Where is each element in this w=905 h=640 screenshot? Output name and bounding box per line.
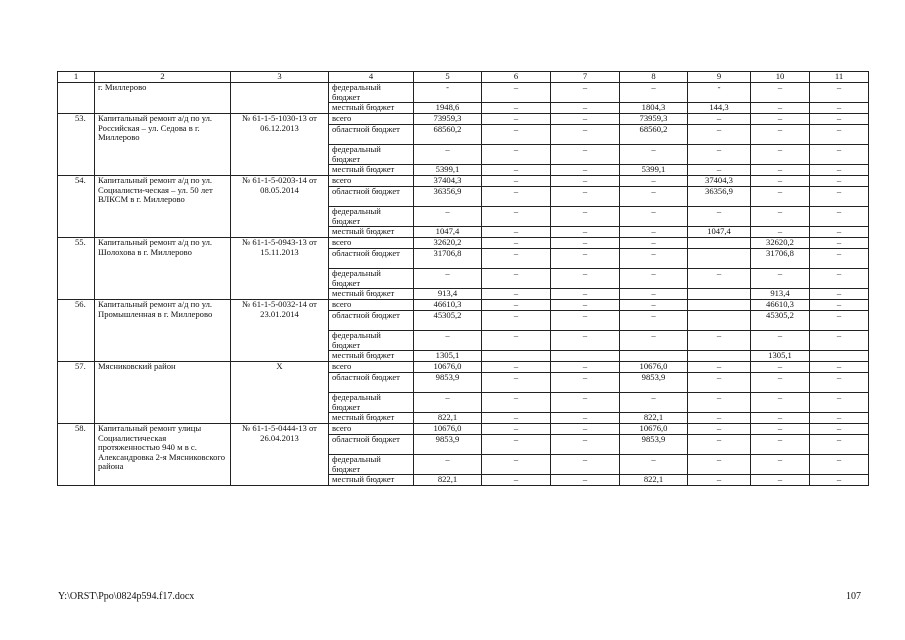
amount-cell: – bbox=[810, 331, 869, 351]
item-number: 56. bbox=[58, 300, 95, 362]
funding-source: федеральный бюджет bbox=[329, 455, 414, 475]
amount-cell: – bbox=[482, 145, 551, 165]
amount-cell: 68560,2 bbox=[414, 125, 482, 145]
amount-cell: – bbox=[551, 455, 620, 475]
amount-cell: – bbox=[482, 103, 551, 114]
amount-cell: – bbox=[810, 475, 869, 486]
amount-cell: – bbox=[810, 125, 869, 145]
amount-cell: – bbox=[688, 475, 751, 486]
funding-source: областной бюджет bbox=[329, 125, 414, 145]
amount-cell: – bbox=[751, 165, 810, 176]
amount-cell: – bbox=[482, 435, 551, 455]
amount-cell: 5399,1 bbox=[414, 165, 482, 176]
amount-cell: – bbox=[751, 176, 810, 187]
amount-cell: – bbox=[551, 311, 620, 331]
amount-cell: – bbox=[620, 227, 688, 238]
amount-cell: 10676,0 bbox=[620, 424, 688, 435]
amount-cell: – bbox=[810, 238, 869, 249]
funding-source: федеральный бюджет bbox=[329, 331, 414, 351]
amount-cell: – bbox=[482, 331, 551, 351]
funding-source: местный бюджет bbox=[329, 351, 414, 362]
amount-cell: – bbox=[414, 455, 482, 475]
amount-cell: – bbox=[482, 187, 551, 207]
amount-cell: 46610,3 bbox=[751, 300, 810, 311]
amount-cell: – bbox=[751, 362, 810, 373]
amount-cell: 45305,2 bbox=[414, 311, 482, 331]
amount-cell bbox=[688, 311, 751, 331]
amount-cell: – bbox=[688, 207, 751, 227]
funding-source: всего bbox=[329, 238, 414, 249]
funding-source: федеральный бюджет bbox=[329, 207, 414, 227]
amount-cell bbox=[810, 351, 869, 362]
funding-source: местный бюджет bbox=[329, 103, 414, 114]
amount-cell: 913,4 bbox=[414, 289, 482, 300]
amount-cell: 1948,6 bbox=[414, 103, 482, 114]
amount-cell: – bbox=[551, 289, 620, 300]
amount-cell: – bbox=[810, 114, 869, 125]
column-number-cell: 4 bbox=[329, 72, 414, 83]
item-number: 58. bbox=[58, 424, 95, 486]
amount-cell: – bbox=[620, 207, 688, 227]
column-number-row bbox=[58, 72, 869, 83]
amount-cell: – bbox=[688, 455, 751, 475]
amount-cell bbox=[688, 300, 751, 311]
amount-cell: 9853,9 bbox=[414, 435, 482, 455]
amount-cell: 10676,0 bbox=[414, 424, 482, 435]
amount-cell: – bbox=[620, 187, 688, 207]
amount-cell: – bbox=[751, 103, 810, 114]
amount-cell: – bbox=[482, 227, 551, 238]
table-body bbox=[58, 72, 869, 486]
amount-cell: – bbox=[751, 125, 810, 145]
table-row bbox=[58, 300, 869, 311]
amount-cell: 10676,0 bbox=[414, 362, 482, 373]
amount-cell: 144,3 bbox=[688, 103, 751, 114]
amount-cell bbox=[620, 351, 688, 362]
amount-cell bbox=[688, 249, 751, 269]
amount-cell: – bbox=[551, 269, 620, 289]
amount-cell: – bbox=[482, 455, 551, 475]
amount-cell: – bbox=[482, 373, 551, 393]
item-number: 55. bbox=[58, 238, 95, 300]
amount-cell: – bbox=[482, 393, 551, 413]
amount-cell: – bbox=[551, 373, 620, 393]
column-number-cell: 10 bbox=[751, 72, 810, 83]
amount-cell: – bbox=[751, 424, 810, 435]
amount-cell: – bbox=[810, 187, 869, 207]
amount-cell: – bbox=[482, 475, 551, 486]
amount-cell: – bbox=[688, 165, 751, 176]
column-number-cell: 1 bbox=[58, 72, 95, 83]
amount-cell: – bbox=[620, 300, 688, 311]
amount-cell: – bbox=[810, 455, 869, 475]
amount-cell: – bbox=[551, 125, 620, 145]
amount-cell: – bbox=[551, 165, 620, 176]
amount-cell: – bbox=[482, 289, 551, 300]
amount-cell: – bbox=[810, 424, 869, 435]
amount-cell: – bbox=[620, 269, 688, 289]
amount-cell: 32620,2 bbox=[414, 238, 482, 249]
amount-cell: – bbox=[482, 311, 551, 331]
amount-cell: – bbox=[551, 187, 620, 207]
amount-cell: 5399,1 bbox=[620, 165, 688, 176]
amount-cell: – bbox=[810, 176, 869, 187]
amount-cell: – bbox=[620, 393, 688, 413]
column-number-cell: 2 bbox=[95, 72, 231, 83]
amount-cell: – bbox=[751, 269, 810, 289]
amount-cell: – bbox=[551, 393, 620, 413]
expertise-document: X bbox=[231, 362, 329, 424]
amount-cell: – bbox=[551, 103, 620, 114]
amount-cell: 73959,3 bbox=[414, 114, 482, 125]
amount-cell: – bbox=[551, 145, 620, 165]
amount-cell: – bbox=[551, 238, 620, 249]
amount-cell: – bbox=[414, 145, 482, 165]
amount-cell: – bbox=[810, 103, 869, 114]
amount-cell: – bbox=[751, 393, 810, 413]
amount-cell: – bbox=[620, 83, 688, 103]
amount-cell: 1047,4 bbox=[414, 227, 482, 238]
amount-cell: – bbox=[482, 83, 551, 103]
amount-cell: – bbox=[810, 165, 869, 176]
table-row bbox=[58, 83, 869, 103]
amount-cell: – bbox=[810, 393, 869, 413]
amount-cell: 822,1 bbox=[414, 413, 482, 424]
amount-cell: – bbox=[551, 227, 620, 238]
amount-cell: 1047,4 bbox=[688, 227, 751, 238]
object-name: Мясниковский район bbox=[95, 362, 231, 424]
amount-cell: – bbox=[482, 125, 551, 145]
amount-cell: 822,1 bbox=[620, 413, 688, 424]
amount-cell: – bbox=[620, 176, 688, 187]
amount-cell: – bbox=[414, 331, 482, 351]
amount-cell: 68560,2 bbox=[620, 125, 688, 145]
amount-cell: – bbox=[688, 362, 751, 373]
amount-cell: 822,1 bbox=[620, 475, 688, 486]
expertise-document: № 61-1-5-0203-14 от 08.05.2014 bbox=[231, 176, 329, 238]
amount-cell: – bbox=[810, 435, 869, 455]
amount-cell: – bbox=[688, 393, 751, 413]
funding-source: федеральный бюджет bbox=[329, 145, 414, 165]
object-name: Капитальный ремонт улицы Социалистическая протяженностью 940 м в с. Александровка 2-я Мясниковского района bbox=[95, 424, 231, 486]
object-name: Капитальный ремонт а/д по ул. Шолохова в г. Миллерово bbox=[95, 238, 231, 300]
amount-cell: – bbox=[810, 83, 869, 103]
item-number: 57. bbox=[58, 362, 95, 424]
funding-source: областной бюджет bbox=[329, 311, 414, 331]
amount-cell: – bbox=[620, 249, 688, 269]
amount-cell: 45305,2 bbox=[751, 311, 810, 331]
amount-cell: – bbox=[620, 145, 688, 165]
amount-cell: – bbox=[482, 238, 551, 249]
column-number-cell: 6 bbox=[482, 72, 551, 83]
amount-cell bbox=[482, 351, 551, 362]
funding-source: областной бюджет bbox=[329, 249, 414, 269]
amount-cell: – bbox=[688, 125, 751, 145]
expertise-document bbox=[231, 83, 329, 114]
amount-cell: 37404,3 bbox=[414, 176, 482, 187]
amount-cell: – bbox=[688, 145, 751, 165]
funding-source: всего bbox=[329, 176, 414, 187]
table-row bbox=[58, 176, 869, 187]
amount-cell bbox=[688, 351, 751, 362]
amount-cell: – bbox=[414, 393, 482, 413]
expertise-document: № 61-1-5-0444-13 от 26.04.2013 bbox=[231, 424, 329, 486]
amount-cell: 1305,1 bbox=[751, 351, 810, 362]
amount-cell: – bbox=[551, 331, 620, 351]
amount-cell: 31706,8 bbox=[751, 249, 810, 269]
amount-cell: – bbox=[482, 362, 551, 373]
object-name: Капитальный ремонт а/д по ул. Российская – ул. Седова в г. Миллерово bbox=[95, 114, 231, 176]
amount-cell: – bbox=[620, 455, 688, 475]
table-row bbox=[58, 238, 869, 249]
amount-cell: – bbox=[751, 187, 810, 207]
amount-cell: 36356,9 bbox=[688, 187, 751, 207]
amount-cell: – bbox=[551, 475, 620, 486]
funding-source: местный бюджет bbox=[329, 413, 414, 424]
amount-cell: 73959,3 bbox=[620, 114, 688, 125]
amount-cell: – bbox=[810, 145, 869, 165]
amount-cell: – bbox=[688, 114, 751, 125]
funding-source: местный бюджет bbox=[329, 289, 414, 300]
amount-cell: – bbox=[551, 435, 620, 455]
amount-cell: – bbox=[551, 176, 620, 187]
amount-cell: – bbox=[482, 413, 551, 424]
column-number-cell: 3 bbox=[231, 72, 329, 83]
column-number-cell: 9 bbox=[688, 72, 751, 83]
amount-cell: 10676,0 bbox=[620, 362, 688, 373]
table-row bbox=[58, 362, 869, 373]
funding-source: местный бюджет bbox=[329, 227, 414, 238]
amount-cell: – bbox=[620, 331, 688, 351]
table-row bbox=[58, 114, 869, 125]
amount-cell: – bbox=[810, 413, 869, 424]
amount-cell: – bbox=[620, 289, 688, 300]
amount-cell: – bbox=[751, 114, 810, 125]
amount-cell: - bbox=[414, 83, 482, 103]
funding-source: областной бюджет bbox=[329, 373, 414, 393]
amount-cell: 32620,2 bbox=[751, 238, 810, 249]
expertise-document: № 61-1-5-0943-13 от 15.11.2013 bbox=[231, 238, 329, 300]
amount-cell: – bbox=[810, 373, 869, 393]
funding-source: всего bbox=[329, 300, 414, 311]
amount-cell: – bbox=[751, 331, 810, 351]
funding-source: областной бюджет bbox=[329, 187, 414, 207]
amount-cell: – bbox=[810, 311, 869, 331]
amount-cell: – bbox=[688, 373, 751, 393]
amount-cell: - bbox=[688, 83, 751, 103]
amount-cell: – bbox=[482, 269, 551, 289]
amount-cell: – bbox=[751, 207, 810, 227]
amount-cell: – bbox=[620, 238, 688, 249]
amount-cell: 1804,3 bbox=[620, 103, 688, 114]
funding-source: всего bbox=[329, 362, 414, 373]
amount-cell: 31706,8 bbox=[414, 249, 482, 269]
amount-cell bbox=[688, 289, 751, 300]
amount-cell: 9853,9 bbox=[414, 373, 482, 393]
amount-cell: – bbox=[810, 269, 869, 289]
amount-cell: – bbox=[810, 289, 869, 300]
funding-source: всего bbox=[329, 424, 414, 435]
amount-cell: 822,1 bbox=[414, 475, 482, 486]
budget-table bbox=[57, 71, 869, 486]
amount-cell: – bbox=[482, 207, 551, 227]
funding-source: местный бюджет bbox=[329, 165, 414, 176]
amount-cell: – bbox=[751, 413, 810, 424]
column-number-cell: 8 bbox=[620, 72, 688, 83]
amount-cell: – bbox=[482, 300, 551, 311]
amount-cell: 9853,9 bbox=[620, 435, 688, 455]
amount-cell: – bbox=[551, 413, 620, 424]
column-number-cell: 5 bbox=[414, 72, 482, 83]
amount-cell: – bbox=[551, 207, 620, 227]
funding-source: федеральный бюджет bbox=[329, 83, 414, 103]
amount-cell: – bbox=[688, 331, 751, 351]
funding-source: федеральный бюджет bbox=[329, 269, 414, 289]
amount-cell: – bbox=[810, 300, 869, 311]
amount-cell: – bbox=[751, 83, 810, 103]
amount-cell: – bbox=[751, 475, 810, 486]
column-number-cell: 7 bbox=[551, 72, 620, 83]
amount-cell: 913,4 bbox=[751, 289, 810, 300]
object-name: Капитальный ремонт а/д по ул. Промышленная в г. Миллерово bbox=[95, 300, 231, 362]
amount-cell bbox=[688, 238, 751, 249]
item-number bbox=[58, 83, 95, 114]
amount-cell: – bbox=[551, 249, 620, 269]
expertise-document: № 61-1-5-0032-14 от 23.01.2014 bbox=[231, 300, 329, 362]
amount-cell: – bbox=[551, 300, 620, 311]
amount-cell: – bbox=[551, 83, 620, 103]
amount-cell: 46610,3 bbox=[414, 300, 482, 311]
amount-cell: – bbox=[751, 455, 810, 475]
amount-cell: – bbox=[751, 435, 810, 455]
item-number: 53. bbox=[58, 114, 95, 176]
amount-cell: – bbox=[551, 424, 620, 435]
amount-cell: 1305,1 bbox=[414, 351, 482, 362]
object-name: Капитальный ремонт а/д по ул. Социалисти-ческая – ул. 50 лет ВЛКСМ в г. Миллерово bbox=[95, 176, 231, 238]
item-number: 54. bbox=[58, 176, 95, 238]
table-row bbox=[58, 424, 869, 435]
object-name: г. Миллерово bbox=[95, 83, 231, 114]
amount-cell: – bbox=[751, 227, 810, 238]
amount-cell: – bbox=[810, 249, 869, 269]
amount-cell: – bbox=[482, 176, 551, 187]
footer-file-path: Y:\ORST\Ppo\0824p594.f17.docx bbox=[58, 591, 195, 602]
amount-cell: 36356,9 bbox=[414, 187, 482, 207]
amount-cell: – bbox=[414, 269, 482, 289]
amount-cell bbox=[551, 351, 620, 362]
amount-cell: – bbox=[751, 373, 810, 393]
amount-cell: – bbox=[810, 227, 869, 238]
amount-cell: – bbox=[688, 435, 751, 455]
funding-source: всего bbox=[329, 114, 414, 125]
amount-cell: – bbox=[482, 424, 551, 435]
amount-cell: – bbox=[620, 311, 688, 331]
amount-cell: – bbox=[482, 114, 551, 125]
amount-cell: – bbox=[482, 165, 551, 176]
amount-cell: – bbox=[688, 413, 751, 424]
amount-cell: – bbox=[482, 249, 551, 269]
page-number: 107 bbox=[846, 591, 861, 602]
amount-cell: 9853,9 bbox=[620, 373, 688, 393]
amount-cell: – bbox=[414, 207, 482, 227]
amount-cell: – bbox=[688, 424, 751, 435]
funding-source: федеральный бюджет bbox=[329, 393, 414, 413]
amount-cell: – bbox=[551, 362, 620, 373]
amount-cell: – bbox=[688, 269, 751, 289]
column-number-cell: 11 bbox=[810, 72, 869, 83]
amount-cell: – bbox=[810, 207, 869, 227]
funding-source: областной бюджет bbox=[329, 435, 414, 455]
expertise-document: № 61-1-5-1030-13 от 06.12.2013 bbox=[231, 114, 329, 176]
amount-cell: – bbox=[810, 362, 869, 373]
amount-cell: 37404,3 bbox=[688, 176, 751, 187]
funding-source: местный бюджет bbox=[329, 475, 414, 486]
amount-cell: – bbox=[751, 145, 810, 165]
amount-cell: – bbox=[551, 114, 620, 125]
